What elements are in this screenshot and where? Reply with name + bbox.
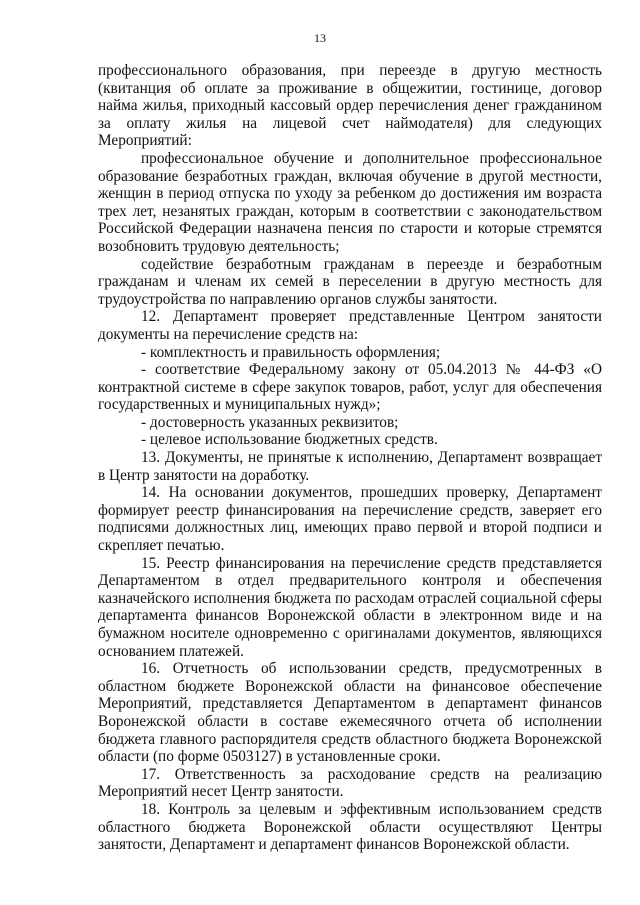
paragraph-14: 14. На основании документов, прошедших проверку, Департамент формирует реестр финансирования на перечисление средств, заверяет его подписями должностных лиц, имеющих право первой и второй подписи и скрепляет печатью. — [98, 484, 602, 555]
list-item-targeted-use: - целевое использование бюджетных средств. — [141, 431, 438, 449]
paragraph-17: 17. Ответственность за расходование средств на реализацию Мероприятий несет Центр занятости. — [98, 765, 602, 801]
paragraph-13: 13. Документы, не принятые к исполнению, Департамент возвращает в Центр занятости на доработку. — [98, 449, 602, 484]
page-number: 13 — [314, 31, 326, 45]
list-item-completeness: - комплектность и правильность оформления; — [141, 343, 441, 361]
paragraph-continuation: профессионального образования, при переезде в другую местность (квитанция об оплате за проживание в общежитии, гостинице, договор найма жилья, приходный кассовый ордер перечисления денег гражданином за оплату жилья на лицевой счет наймодателя) для следующих Мероприятий: — [98, 62, 602, 150]
paragraph-16: 16. Отчетность об использовании средств, предусмотренных в областном бюджете Воронежской области на финансовое обеспечение Мероприятий, представляется Департаментом в департамент финансов Воронежской области в составе ежемесячного отчета об исполнении бюджета главного распорядителя средств областного бюджета Воронежской области (по форме 0503127) в установленные сроки. — [98, 660, 602, 766]
paragraph-training: профессиональное обучение и дополнительное профессиональное образование безработных граждан, включая обучение в другой местности, женщин в период отпуска по уходу за ребенком до достижения им возраста трех лет, незанятых граждан, которым в соответствии с законодательством Российской Федерации назначена пенсия по старости и которые стремятся возобновить трудовую деятельность; — [98, 149, 602, 255]
list-item-federal-law: - соответствие Федеральному закону от 05.04.2013 № 44-ФЗ «О контрактной системе в сфере закупок товаров, работ, услуг для обеспечения государственных и муниципальных нужд»; — [98, 361, 602, 414]
paragraph-18: 18. Контроль за целевым и эффективным использованием средств областного бюджета Воронежской области осуществляют Центры занятости, Департамент и департамент финансов Воронежской области. — [98, 800, 602, 854]
document-body — [98, 62, 602, 854]
paragraph-relocation: содействие безработным гражданам в переезде и безработным гражданам и членам их семей в переселении в другую местность для трудоустройства по направлению органов службы занятости. — [98, 255, 602, 308]
paragraph-12: 12. Департамент проверяет представленные Центром занятости документы на перечисление средств на: — [98, 308, 602, 343]
list-item-reliability: - достоверность указанных реквизитов; — [141, 413, 399, 431]
paragraph-15: 15. Реестр финансирования на перечисление средств представляется Департаментом в отдел предварительного контроля и обеспечения казначейского исполнения бюджета по расходам отраслей социальной сферы департамента финансов Воронежской области в электронном виде и на бумажном носителе одновременно с оригиналами документов, являющихся основанием платежей. — [98, 554, 602, 660]
